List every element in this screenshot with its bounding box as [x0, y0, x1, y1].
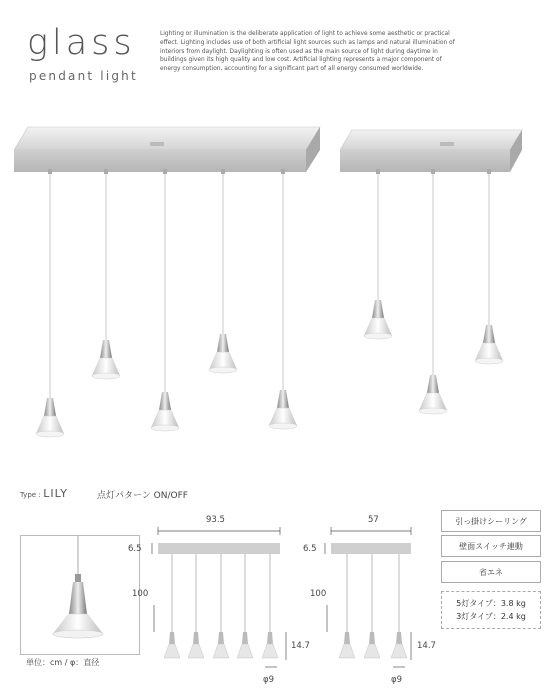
rail-height-label-three: 6.5: [303, 544, 317, 554]
diameter-label-five: φ9: [263, 675, 275, 685]
drawing-pendant: [391, 554, 407, 658]
type-label: Type :: [20, 491, 41, 499]
width-label-five: 93.5: [206, 515, 225, 525]
feature-wall-switch: 壁面スイッチ連動: [441, 535, 541, 557]
width-label-three: 57: [368, 515, 379, 525]
switch-pattern: 点灯パターン ON/OFF: [97, 491, 188, 501]
weight-info: [441, 591, 541, 629]
unit-note: 単位：cm / φ：直径: [26, 658, 100, 667]
product-description: Lighting or illumination is the deliberate application of light to achieve some aesthetic or practical effect. Lighting includes use of both artificial light sources such as lamps and natural illumination of interiors from daylight. Daylighting is often used as the main source of light during daytime in buildings given its high quality and low cost. Artificial lighting represents a major component of energy consumption, accounting for a significant part of all energy consumed worldwide.: [160, 31, 455, 73]
drawing-pendant: [188, 554, 204, 658]
product-subtitle: pendant light: [29, 69, 138, 83]
drawing-pendant: [364, 554, 380, 658]
drawing-pendant: [164, 554, 180, 658]
shade-height-label-five: 14.7: [291, 641, 310, 651]
drawing-pendant: [262, 554, 278, 658]
weight-three-light: 3灯タイプ：2.4 kg: [456, 612, 526, 621]
drawing-pendant: [339, 554, 355, 658]
brand-title: glass: [27, 23, 136, 63]
diameter-label-three: φ9: [391, 675, 403, 685]
cord-length-label-five: 100: [132, 589, 149, 599]
feature-energy-saving: 省エネ: [441, 561, 541, 583]
weight-five-light: 5灯タイプ：3.8 kg: [456, 599, 526, 608]
drawing-pendant: [237, 554, 253, 658]
type-name: LILY: [43, 487, 68, 500]
cord-length-label-three: 100: [310, 589, 327, 599]
shade-height-label-three: 14.7: [417, 641, 436, 651]
feature-ceiling-hook: 引っ掛けシーリング: [441, 510, 541, 532]
rail-height-label-five: 6.5: [128, 544, 142, 554]
drawing-pendant: [213, 554, 229, 658]
